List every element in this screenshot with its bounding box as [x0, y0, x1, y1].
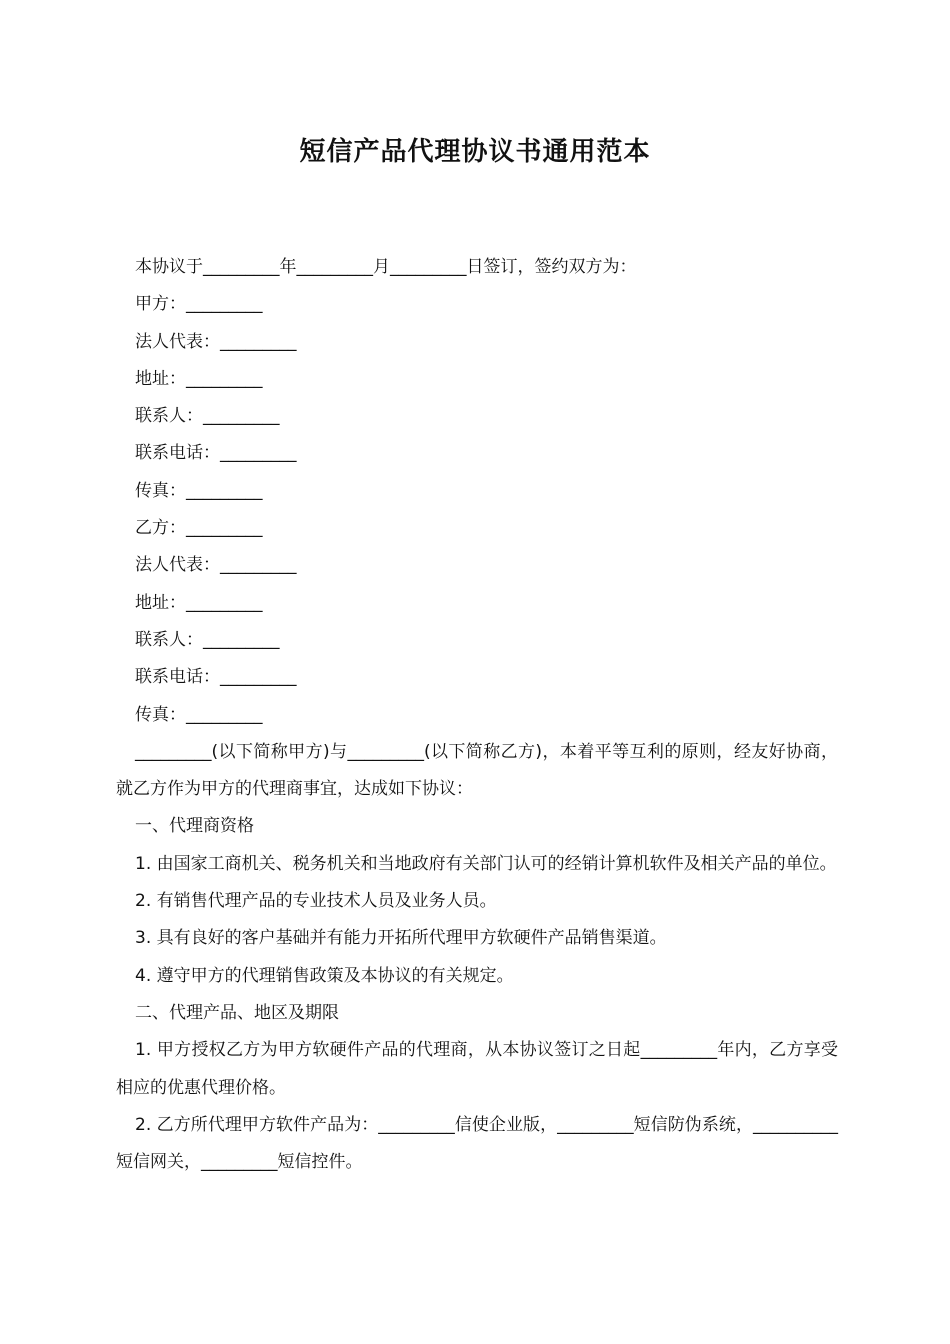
party-b-fax-line: 传真：_________ [135, 704, 263, 725]
party-a-legal-rep-line: 法人代表：_________ [135, 331, 297, 352]
party-b-line: 乙方：_________ [135, 518, 263, 539]
party-a-address-line: 地址：_________ [135, 368, 263, 389]
party-b-legal-rep-line: 法人代表：_________ [135, 555, 297, 576]
section-heading: 一、代理商资格 [135, 816, 254, 837]
list-item: 4. 遵守甲方的代理销售政策及本协议的有关规定。 [135, 965, 514, 986]
document-title: 短信产品代理协议书通用范本 [299, 137, 651, 167]
list-item: 1. 由国家工商机关、税务机关和当地政府有关部门认可的经销计算机软件及相关产品的单位。 [135, 853, 837, 874]
signing-date-line: 本协议于_________年_________月_________日签订，签约双方为： [135, 257, 637, 277]
party-b-phone-line: 联系电话：_________ [135, 667, 297, 688]
list-item: 2. 乙方所代理甲方软件产品为：_________信使企业版，_________短信防伪系统，__________短信网关，_________短信控件。 [116, 1114, 838, 1173]
party-b-address-line: 地址：_________ [135, 592, 263, 613]
party-a-fax-line: 传真：_________ [135, 480, 263, 501]
party-a-phone-line: 联系电话：_________ [135, 443, 297, 464]
section-heading: 二、代理产品、地区及期限 [135, 1002, 339, 1023]
party-a-line: 甲方：_________ [135, 294, 263, 315]
party-a-contact-line: 联系人：_________ [135, 406, 280, 427]
list-item: 1. 甲方授权乙方为甲方软硬件产品的代理商，从本协议签订之日起_________年内，乙方享受相应的优惠代理价格。 [116, 1040, 838, 1098]
intro-paragraph: _________(以下简称甲方)与_________(以下简称乙方)，本着平等互利的原则，经友好协商，就乙方作为甲方的代理商事宜，达成如下协议： [116, 741, 838, 800]
party-b-contact-line: 联系人：_________ [135, 629, 280, 650]
list-item: 3. 具有良好的客户基础并有能力开拓所代理甲方软硬件产品销售渠道。 [135, 928, 667, 949]
list-item: 2. 有销售代理产品的专业技术人员及业务人员。 [135, 891, 497, 912]
document-body [116, 249, 838, 1181]
